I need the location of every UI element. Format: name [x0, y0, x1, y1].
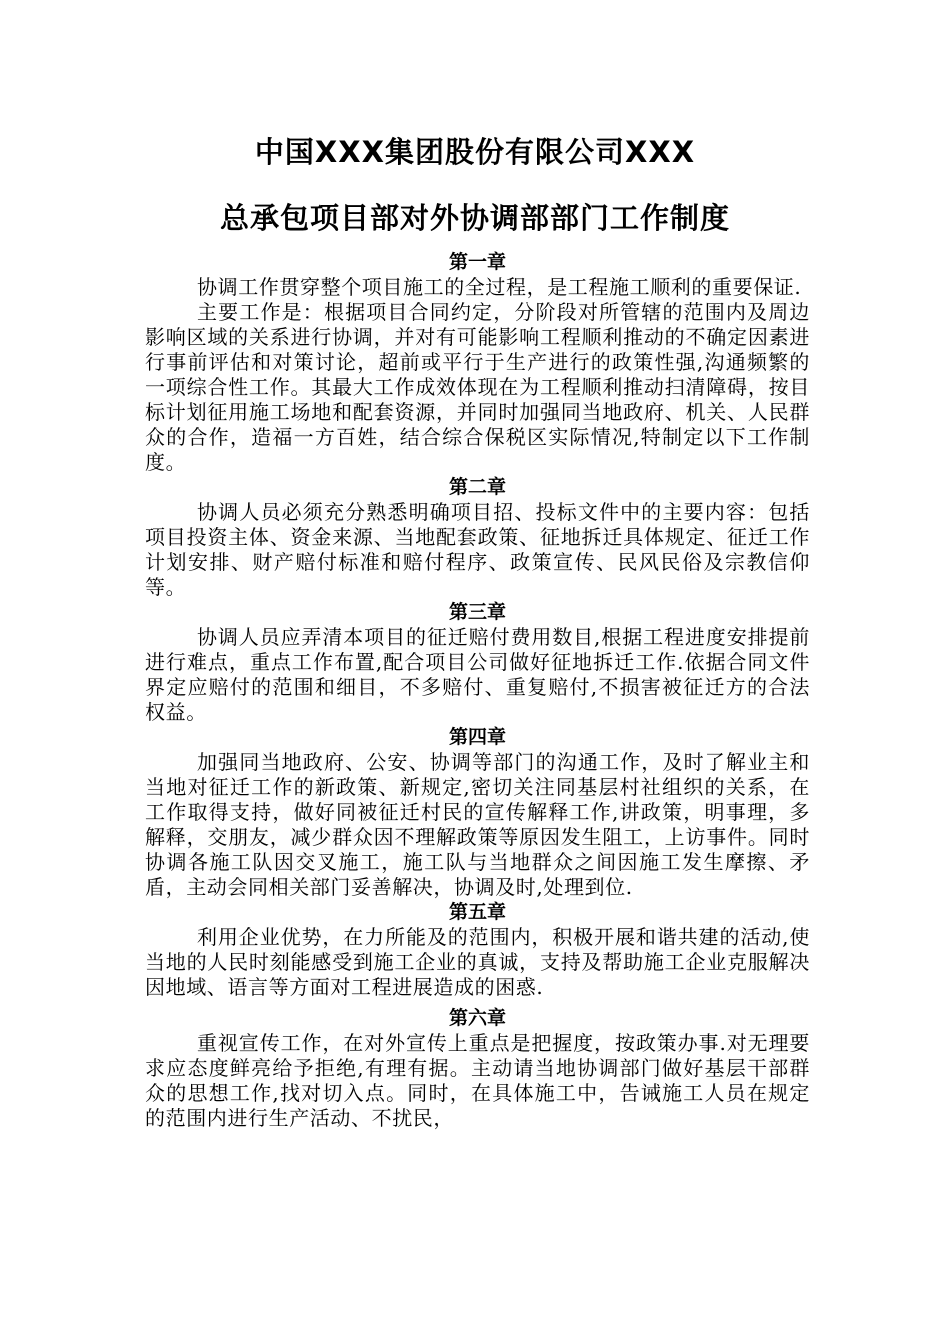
chapter-4-heading: 第四章	[448, 726, 506, 748]
chapter-2-paragraph-1: 协调人员必须充分熟悉明确项目招、投标文件中的主要内容：包括项目投资主体、资金来源、当地配套政策、征地拆迁具体规定、征迁工作计划安排、财产赔付标准和赔付程序、政策宣传、民风民俗及宗教信仰等。	[145, 500, 810, 599]
chapter-6-heading: 第六章	[448, 1007, 506, 1029]
document-title-line-1: 中国XXX集团股份有限公司XXX	[254, 135, 696, 169]
chapter-3-paragraph-1: 协调人员应弄清本项目的征迁赔付费用数目,根据工程进度安排提前进行难点，重点工作布置,配合项目公司做好征地拆迁工作.依据合同文件界定应赔付的范围和细目，不多赔付、重复赔付,不损害被征迁方的合法权益。	[145, 625, 810, 724]
document-body	[145, 250, 810, 1131]
chapter-1-heading: 第一章	[448, 251, 506, 273]
chapter-6-paragraph-1: 重视宣传工作，在对外宣传上重点是把握度，按政策办事.对无理要求应态度鲜亮给予拒绝,有理有据。主动请当地协调部门做好基层干部群众的思想工作,找对切入点。同时，在具体施工中，告诫施工人员在规定的范围内进行生产活动、不扰民，	[145, 1031, 810, 1130]
chapter-5-paragraph-1: 利用企业优势，在力所能及的范围内，积极开展和谐共建的活动,使当地的人民时刻能感受到施工企业的真诚，支持及帮助施工企业克服解决因地域、语言等方面对工程进展造成的困惑.	[145, 925, 810, 999]
chapter-2-heading: 第二章	[448, 476, 506, 498]
chapter-3-heading: 第三章	[448, 601, 506, 623]
chapter-4-paragraph-1: 加强同当地政府、公安、协调等部门的沟通工作，及时了解业主和当地对征迁工作的新政策、新规定,密切关注同基层村社组织的关系，在工作取得支持，做好同被征迁村民的宣传解释工作,讲政策，明事理，多解释，交朋友，减少群众因不理解政策等原因发生阻工，上访事件。同时协调各施工队因交叉施工，施工队与当地群众之间因施工发生摩擦、矛盾，主动会同相关部门妥善解决，协调及时,处理到位.	[145, 750, 810, 899]
chapter-1-paragraph-2: 主要工作是：根据项目合同约定，分阶段对所管辖的范围内及周边影响区域的关系进行协调，并对有可能影响工程顺利推动的不确定因素进行事前评估和对策讨论，超前或平行于生产进行的政策性强,沟通频繁的一项综合性工作。其最大工作成效体现在为工程顺利推动扫清障碍，按目标计划征用施工场地和配套资源，并同时加强同当地政府、机关、人民群众的合作，造福一方百姓，结合综合保税区实际情况,特制定以下工作制度。	[145, 300, 810, 474]
chapter-1-paragraph-1: 协调工作贯穿整个项目施工的全过程，是工程施工顺利的重要保证.	[197, 275, 802, 299]
document-title-line-2: 总承包项目部对外协调部部门工作制度	[219, 201, 730, 235]
chapter-5-heading: 第五章	[448, 901, 506, 923]
